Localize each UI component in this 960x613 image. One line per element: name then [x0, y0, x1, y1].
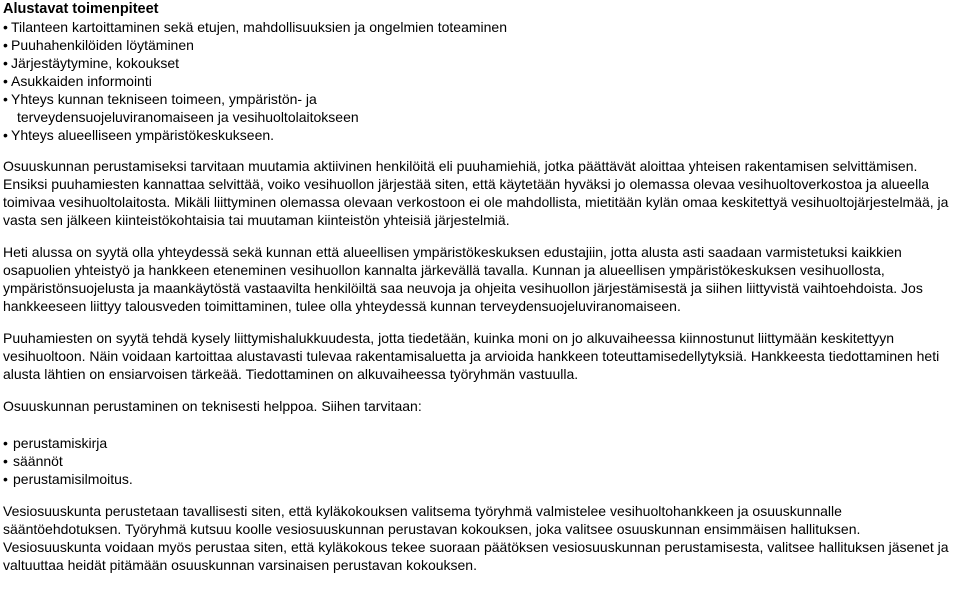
list-item: • Asukkaiden informointi — [3, 72, 960, 90]
list-item: • Yhteys kunnan tekniseen toimeen, ympäristön- ja terveydensuojeluviranomaiseen ja vesihuoltolaitokseen — [3, 90, 960, 126]
preliminary-steps-list — [3, 18, 960, 144]
paragraph-requirements: Osuuskunnan perustaminen on teknisesti helppoa. Siihen tarvitaan: — [3, 398, 422, 414]
paragraph-survey: Puuhamiesten on syytä tehdä kysely liittymishalukkuudesta, jotta tiedetään, kuinka moni on jo alkuvaiheessa kiinnostunut liittymään keskitettyyn vesihuoltoon. Näin voidaan kartoittaa alustavasti tulevaa rakentamisaluetta ja arvioida hankkeen toteuttamisedellytyksiä. Hankkeesta tiedottaminen heti alusta lähtien on ensiarvoisen tärkeää. Tiedottaminen on alkuvaiheessa työryhmän vastuulla. — [3, 330, 940, 382]
list-item: • Tilanteen kartoittaminen sekä etujen, mahdollisuuksien ja ongelmien toteaminen — [3, 18, 960, 36]
list-item: • Järjestäytymine, kokoukset — [3, 54, 960, 72]
list-item-continuation: terveydensuojeluviranomaiseen ja vesihuoltolaitokseen — [17, 109, 359, 125]
paragraph-procedure: Vesiosuuskunta perustetaan tavallisesti siten, että kyläkokouksen valitsema työryhmä valmistelee vesihuoltohankkeen ja osuuskunnalle sääntöehdotuksen. Työryhmä kutsuu koolle vesiosuuskunnan perustavan kokouksen, joka valitsee osuuskunnan ensimmäisen hallituksen. Vesiosuuskunta voidaan myös perustaa siten, että kyläkokous tekee suoraan päätöksen vesiosuuskunnan perustamisesta, valitsee hallituksen jäsenet ja valtuuttaa heidät pitämään osuuskunnan varsinaisen perustavan kokouksen. — [3, 503, 949, 573]
paragraph-contacts: Heti alussa on syytä olla yhteydessä sekä kunnan että alueellisen ympäristökeskuksen edustajiin, jotta alusta asti saadaan varmistetuksi kaikkien osapuolien yhteistyö ja hankkeen eteneminen vesihuollon kannalta järkevällä tavalla. Kunnan ja alueellisen ympäristökeskuksen vesihuollosta, ympäristönsuojelusta ja maankäytöstä vastaavilta henkilöiltä saa neuvoja ja ohjeita vesihuollon järjestämisestä ja siihen liittyvistä vaihtoehdoista. Jos hankkeeseen liittyy talousveden toimittaminen, tulee olla yhteydessä kunnan terveydensuojeluviranomaiseen. — [3, 244, 923, 314]
requirements-list — [3, 434, 960, 488]
list-item: • Yhteys alueelliseen ympäristökeskukseen. — [3, 126, 960, 144]
list-item: • perustamiskirja — [3, 434, 960, 452]
list-item: • perustamisilmoitus. — [3, 470, 960, 488]
list-item: • säännöt — [3, 452, 960, 470]
section-heading: Alustavat toimenpiteet — [3, 1, 159, 17]
list-item: • Puuhahenkilöiden löytäminen — [3, 36, 960, 54]
paragraph-founding: Osuuskunnan perustamiseksi tarvitaan muutamia aktiivinen henkilöitä eli puuhamiehiä, jotka päättävät aloittaa yhteisen rakentamisen selvittämisen. Ensiksi puuhamiesten kannattaa selvittää, voiko vesihuollon järjestää siten, että käytetään hyväksi jo olemassa olevaa vesihuoltoverkostoa ja alueella toimivaa vesihuoltolaitosta. Mikäli liittyminen olemassa olevaan verkostoon ei ole mahdollista, mietitään kylän omaa keskitettyä vesihuoltojärjestelmää, ja vasta sen jälkeen kiinteistökohtaisia tai muutaman kiinteistön yhteisiä järjestelmiä. — [3, 158, 949, 228]
